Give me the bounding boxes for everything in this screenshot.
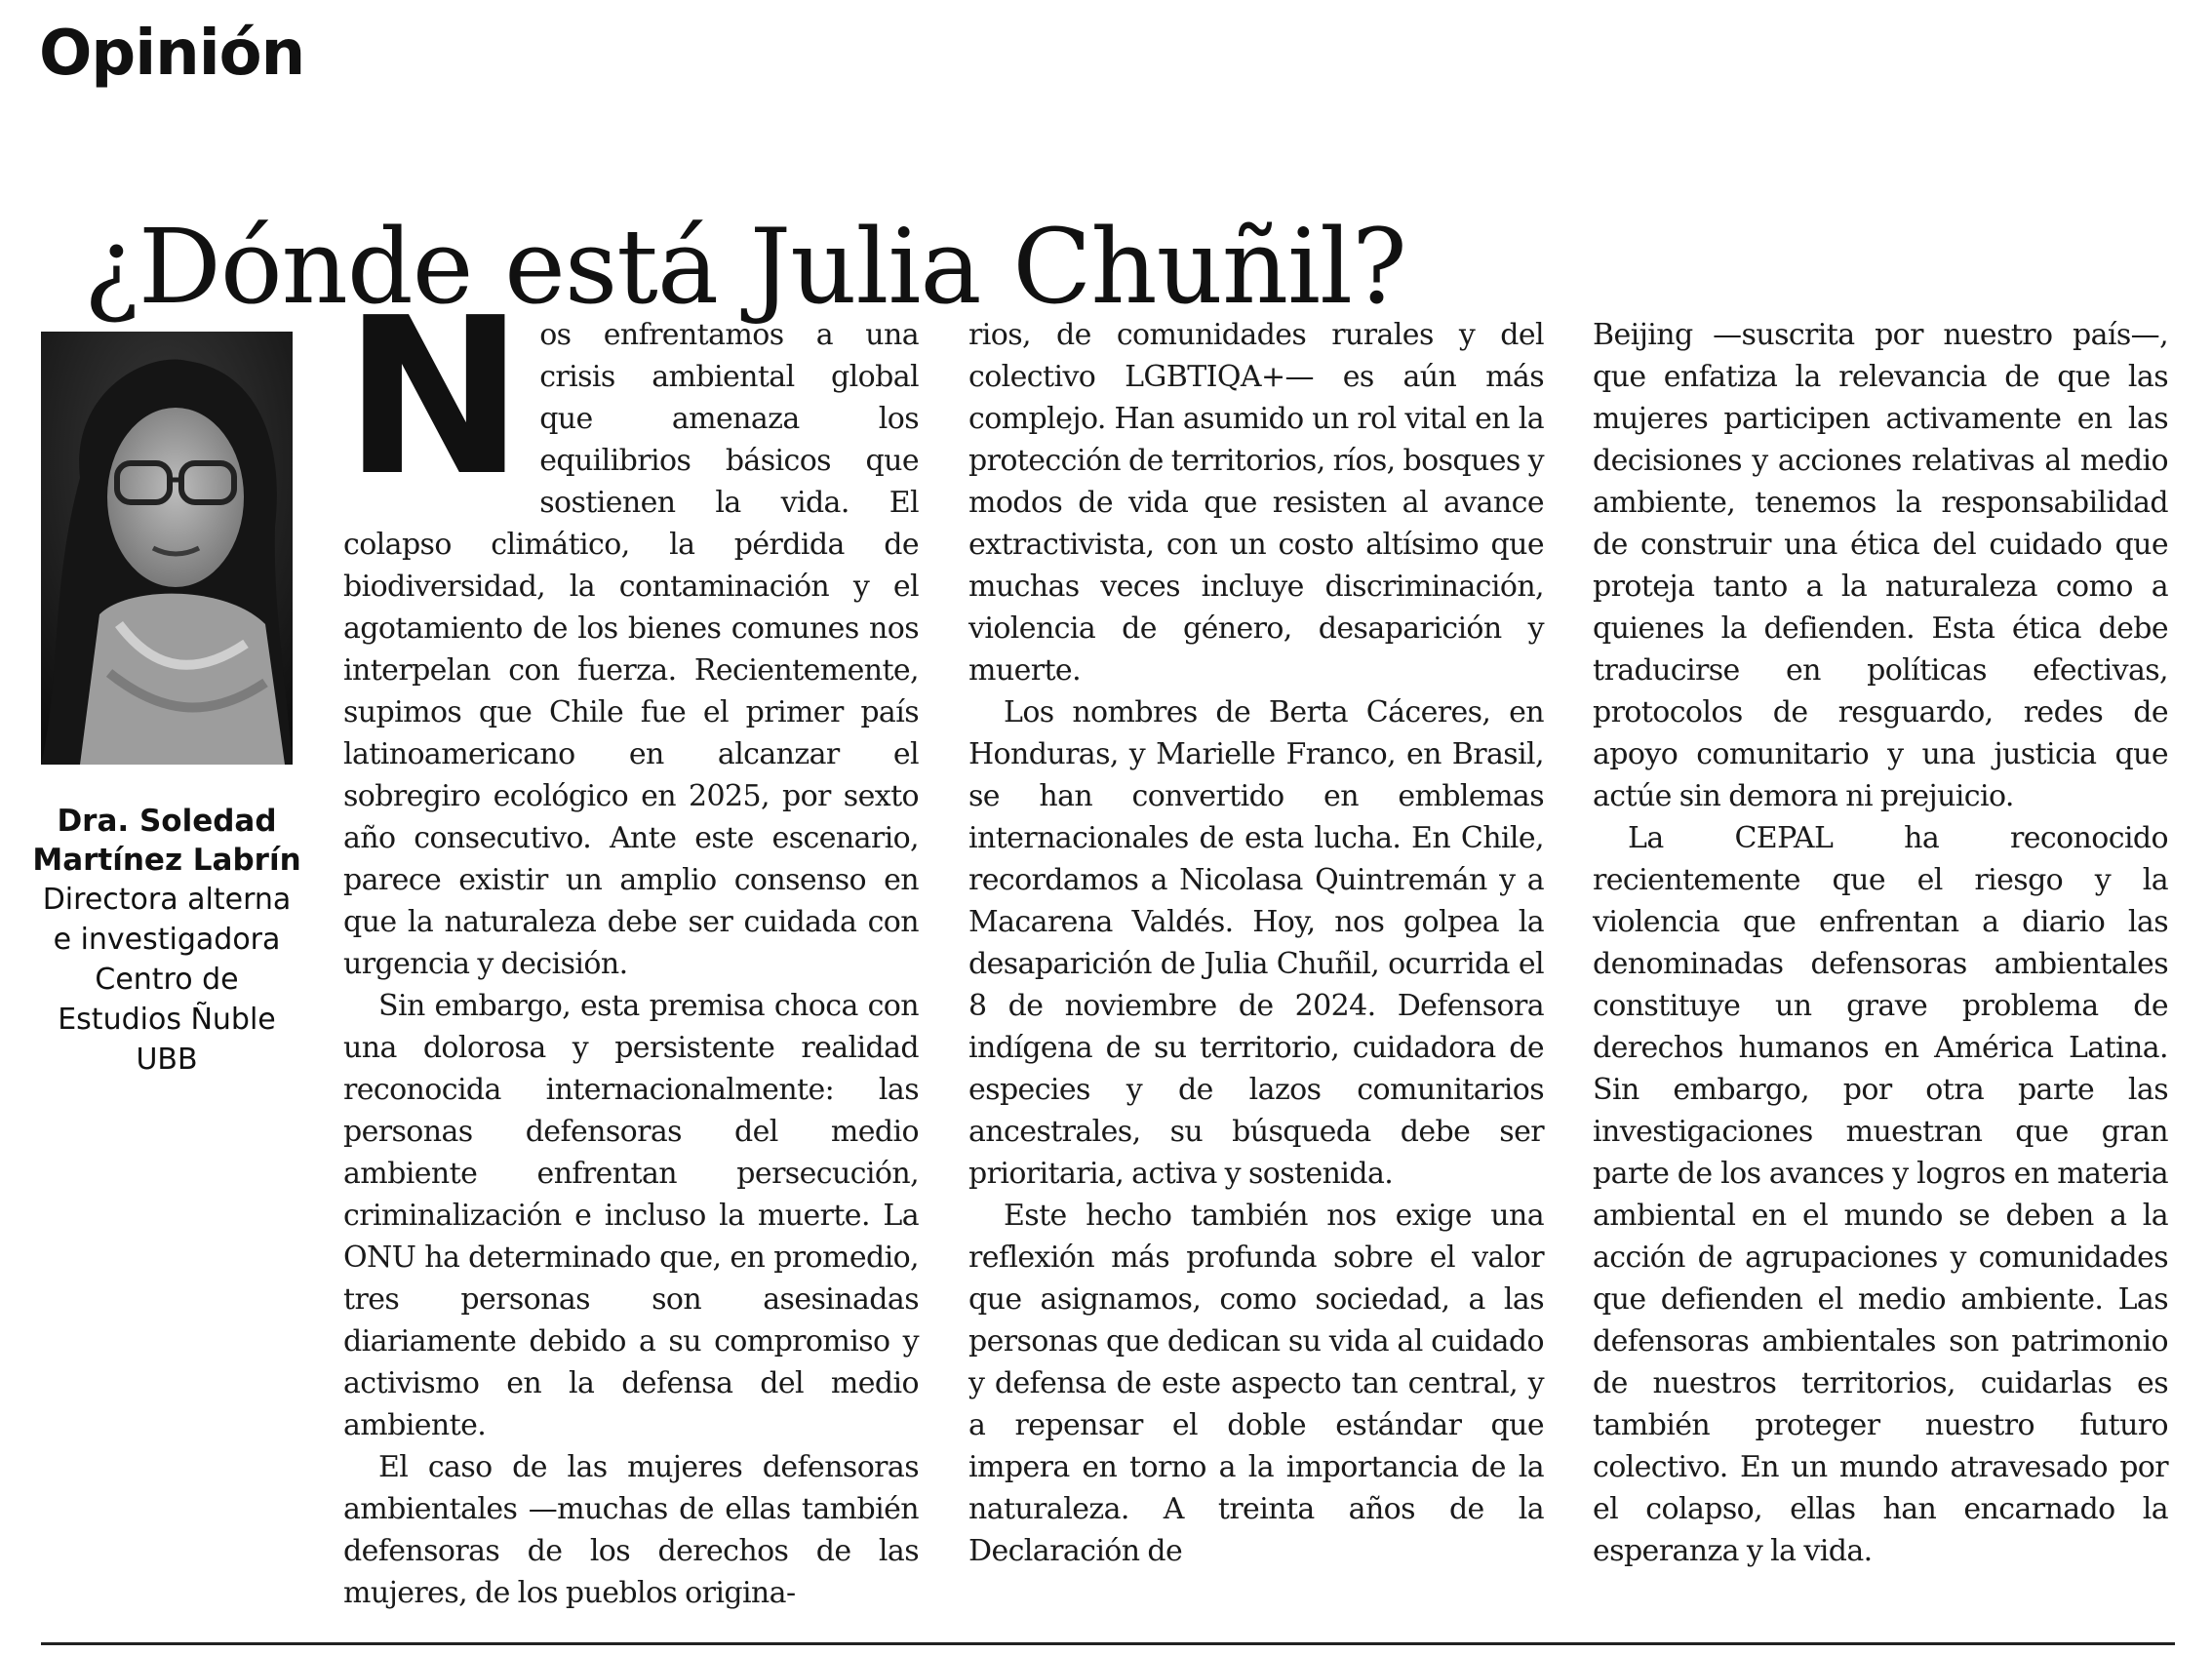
author-name: Dra. Soledad Martínez Labrín [32, 804, 301, 878]
headline: ¿Dónde está Julia Chuñil? [84, 207, 1406, 328]
article-column-1 [343, 272, 919, 1614]
article-paragraph: Los nombres de Berta Cáceres, en Honduras, y Marielle Franco, en Brasil, se han convertido en emblemas internacionales de esta lucha. En Chile, recordamos a Nicolasa Quintremán y a Macarena Valdés. Hoy, nos golpea la desaparición de Julia Chuñil, ocurrida el 8 de noviembre de 2024. Defensora indígena de su territorio, cuidadora de especies y de lazos comunitarios ancestrales, su búsqueda debe ser prioritaria, activa y sostenida. [968, 695, 1544, 1191]
article-paragraph: Nos enfrentamos a una crisis ambiental global que amenaza los equilibrios básicos que sostienen la vida. El colapso climático, la pérdida de biodiversidad, la contaminación y el agotamiento de los bienes comunes nos interpelan con fuerza. Recientemente, supimos que Chile fue el primer país latinoamericano en alcanzar el sobregiro ecológico en 2025, por sexto año consecutivo. Ante este escenario, parece existir un amplio consenso en que la naturaleza debe ser cuidada con urgencia y decisión. [343, 272, 919, 981]
bottom-rule [41, 1642, 2175, 1645]
author-byline [29, 802, 304, 1080]
drop-cap: N [343, 272, 525, 524]
article-paragraph: El caso de las mujeres defensoras ambientales —muchas de ellas también defensoras de los derechos de las mujeres, de los pueblos origina- [343, 1450, 919, 1610]
article-paragraph: La CEPAL ha reconocido recientemente que el riesgo y la violencia que enfrentan a diario las denominadas defensoras ambientales constituye un grave problema de derechos humanos en América Latina. Sin embargo, por otra parte las investigaciones muestran que gran parte de los avances y logros en materia ambiental en el mundo se deben a la acción de agrupaciones y comunidades que defienden el medio ambiente. Las defensoras ambientales son patrimonio de nuestros territorios, cuidarlas es también proteger nuestro futuro colectivo. En un mundo atravesado por el colapso, ellas han encarnado la esperanza y la vida. [1593, 821, 2168, 1568]
article-column-3 [1593, 314, 2168, 1572]
article-paragraph: Este hecho también nos exige una reflexión más profunda sobre el valor que asignamos, como sociedad, a las personas que dedican su vida al cuidado y defensa de este aspecto tan central, y a repensar el doble estándar que impera en torno a la importancia de la naturaleza. A treinta años de la Declaración de [968, 1199, 1544, 1568]
article-paragraph: rios, de comunidades rurales y del colectivo LGBTIQA+— es aún más complejo. Han asumido un rol vital en la protección de territorios, ríos, bosques y modos de vida que resisten al avance extractivista, con un costo altísimo que muchas veces incluye discriminación, violencia de género, desaparición y muerte. [968, 318, 1544, 688]
author-portrait-icon [41, 332, 293, 765]
section-label: Opinión [39, 18, 305, 90]
author-role: Directora alterna e investigadora Centro de Estudios Ñuble UBB [42, 883, 292, 1077]
article-paragraph: Sin embargo, esta premisa choca con una dolorosa y persistente realidad reconocida internacionalmente: las personas defensoras del medio ambiente enfrentan persecución, criminalización e incluso la muerte. La ONU ha determinado que, en promedio, tres personas son asesinadas diariamente debido a su compromiso y activismo en la defensa del medio ambiente. [343, 989, 919, 1442]
article-paragraph: Beijing —suscrita por nuestro país—, que enfatiza la relevancia de que las mujeres participen activamente en las decisiones y acciones relativas al medio ambiente, tenemos la responsabilidad de construir una ética del cuidado que proteja tanto a la naturaleza como a quienes la defienden. Esta ética debe traducirse en políticas efectivas, protocolos de resguardo, redes de apoyo comunitario y una justicia que actúe sin demora ni prejuicio. [1593, 318, 2168, 813]
article-column-2 [968, 314, 1544, 1572]
author-photo [41, 332, 293, 765]
